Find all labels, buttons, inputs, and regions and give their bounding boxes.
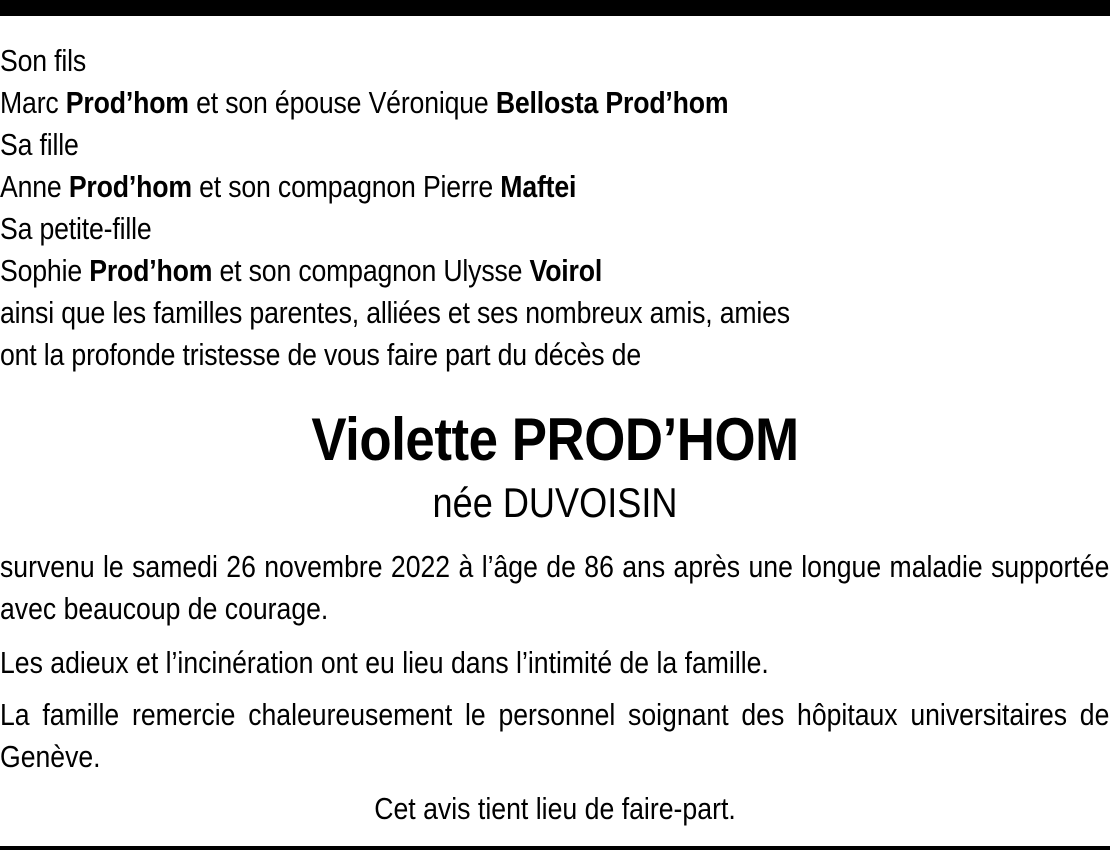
son-spouse-text: et son épouse Véronique [196,85,489,120]
granddaughter-heading: Sa petite-fille [0,211,152,246]
death-details-paragraph: survenu le samedi 26 novembre 2022 à l’âge de 86 ans après une longue maladie supportée avec beaucoup de courage. [0,549,1110,626]
daughter-first-name: Anne [0,169,62,204]
granddaughter-first-name: Sophie [0,253,82,288]
relatives-line: ainsi que les familles parentes, alliées et ses nombreux amis, amies [0,295,790,330]
daughter-surname: Prod’hom [68,169,192,204]
obituary-notice [0,40,1110,830]
granddaughter-surname: Prod’hom [89,253,213,288]
granddaughter-partner-surname: Voirol [529,253,603,288]
daughter-partner-text: et son compagnon Pierre [199,169,494,204]
ceremony-paragraph: Les adieux et l’incinération ont eu lieu dans l’intimité de la famille. [0,645,769,680]
daughter-line [0,166,955,208]
son-line [0,82,955,124]
deceased-name: Violette PROD’HOM [311,406,799,473]
deceased-birth-name: née DUVOISIN [432,479,678,526]
granddaughter-line [0,250,955,292]
closing-note: Cet avis tient lieu de faire-part. [374,791,736,826]
thanks-paragraph: La famille remercie chaleureusement le personnel soignant des hôpitaux universitaires de Genève. [0,697,1110,774]
top-border-rule [0,0,1110,16]
granddaughter-partner-text: et son compagnon Ulysse [219,253,523,288]
son-surname: Prod’hom [65,85,189,120]
son-spouse-surname: Bellosta Prod’hom [495,85,729,120]
daughter-partner-surname: Maftei [500,169,577,204]
announcement-line: ont la profonde tristesse de vous faire part du décès de [0,337,641,372]
son-heading: Son fils [0,43,87,78]
son-first-name: Marc [0,85,59,120]
bottom-border-rule [0,846,1110,850]
daughter-heading: Sa fille [0,127,79,162]
